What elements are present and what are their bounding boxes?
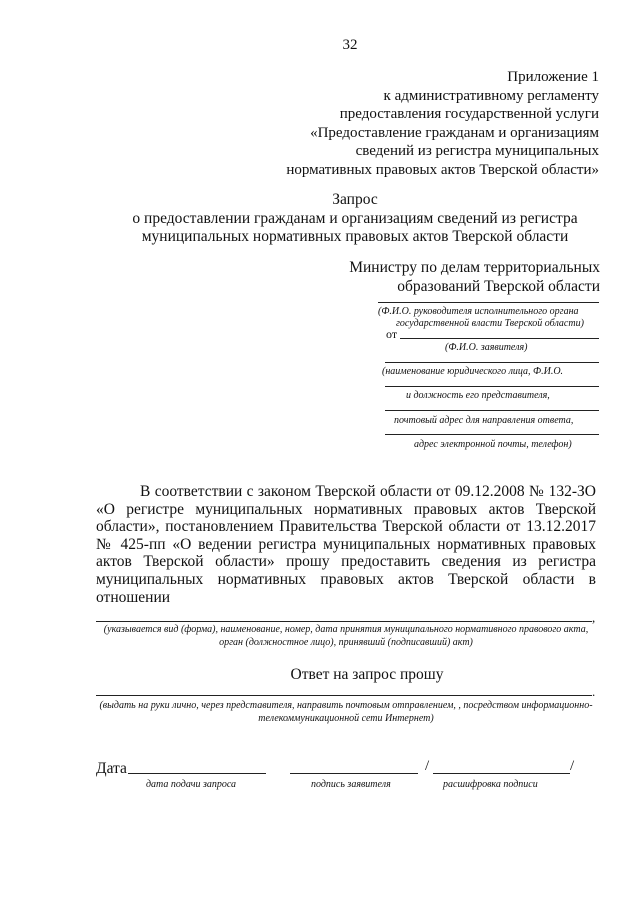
date-field[interactable]: [128, 773, 266, 774]
addressee-line: образований Тверской области: [397, 278, 600, 295]
head-name-field[interactable]: [378, 302, 599, 303]
address-field[interactable]: [385, 410, 599, 411]
appendix-line: сведений из регистра муниципальных: [355, 143, 599, 159]
addressee-line: Министру по делам территориальных: [349, 259, 600, 276]
org-name-field[interactable]: [385, 362, 599, 363]
answer-method-field[interactable]: [96, 695, 592, 696]
dot-mark: .: [592, 684, 596, 699]
contact-field[interactable]: [385, 434, 599, 435]
representative-caption: и должность его представителя,: [406, 390, 550, 401]
head-caption-1: (Ф.И.О. руководителя исполнительного органа: [378, 306, 579, 317]
title-line: о предоставлении гражданам и организациям сведений из регистра: [132, 209, 578, 227]
org-caption: (наименование юридического лица, Ф.И.О.: [382, 366, 564, 377]
appendix-line: нормативных правовых актов Тверской области»: [286, 161, 599, 178]
slash-left: /: [425, 758, 430, 774]
signature-caption: подпись заявителя: [311, 779, 391, 790]
act-caption: (указывается вид (форма), наименование, номер, дата принятия муниципального нормативного правового акта, орган (должностное лицо), принявший (подписавший) акт): [103, 624, 589, 648]
transcript-caption: расшифровка подписи: [443, 779, 538, 790]
head-caption-2: государственной власти Тверской области): [396, 318, 584, 329]
applicant-name-field[interactable]: [400, 338, 599, 339]
body-paragraph: В соответствии с законом Тверской области от 09.12.2008 № 132-ЗО «О регистре муниципальных нормативных правовых актов Тверской области», постановлением Правительства Тверской области от 13.12.2017 № 425-пп «О ведении регистра муниципальных нормативных правовых актов Тверской области» прошу предоставить сведения из регистра муниципальных нормативных правовых актов Тверской области в отношении: [96, 483, 596, 606]
applicant-caption: (Ф.И.О. заявителя): [445, 342, 528, 353]
act-description-field[interactable]: [96, 621, 592, 622]
signature-field[interactable]: [290, 773, 418, 774]
comma-mark: ,: [592, 610, 596, 625]
appendix-line: предоставления государственной услуги: [339, 106, 599, 122]
appendix-line: к административному регламенту: [383, 87, 599, 104]
appendix-line: Приложение 1: [507, 69, 599, 85]
slash-right: /: [570, 758, 575, 774]
answer-caption: (выдать на руки лично, через представителя, направить почтовым отправлением, , посредством информационно-телекоммуникационной сети Интернет): [99, 700, 593, 724]
addressee-block: [349, 258, 600, 296]
request-title: [90, 191, 620, 247]
from-label: от: [386, 327, 398, 341]
date-caption: дата подачи запроса: [146, 779, 237, 790]
appendix-line: «Предоставление гражданам и организациям: [310, 124, 599, 141]
address-caption: почтовый адрес для направления ответа,: [394, 415, 574, 426]
transcript-field[interactable]: [433, 773, 570, 774]
email-caption: адрес электронной почты, телефон): [414, 439, 572, 450]
title-line: муниципальных нормативных правовых актов Тверской области: [141, 228, 569, 245]
appendix-block: [286, 68, 599, 179]
title-line: Запрос: [332, 191, 378, 208]
representative-field[interactable]: [385, 386, 599, 387]
answer-heading: Ответ на запрос прошу: [290, 666, 444, 683]
date-label: Дата: [96, 760, 127, 777]
page-number: 32: [342, 37, 358, 53]
request-body: [96, 483, 596, 606]
